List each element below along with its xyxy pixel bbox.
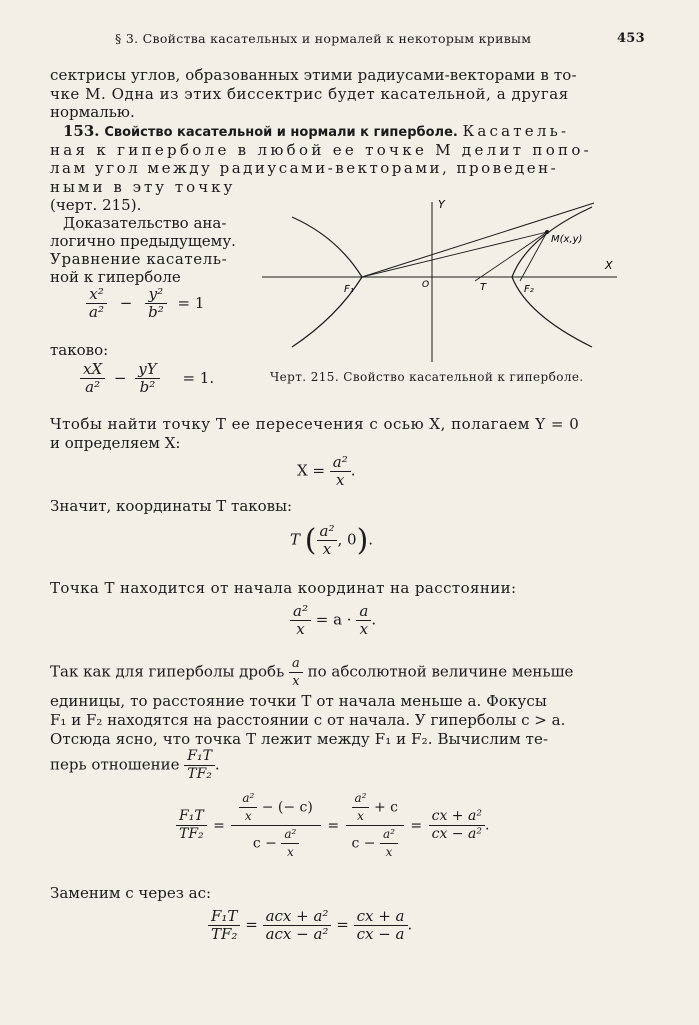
side-line2: логично предыдущему.: [50, 232, 236, 250]
big-lhs-num: F₁T: [176, 808, 207, 826]
since-line4: Отсюда ясно, что точка T лежит между F₁ и F₂. Вычислим те-: [50, 730, 549, 748]
section-heading: [63, 122, 569, 142]
f1-top-rest: − (− c): [261, 799, 313, 816]
tpoint-den: x: [322, 540, 332, 558]
ratio-num: F₁T: [184, 748, 215, 766]
final-rhs-num: cx + a: [354, 908, 408, 926]
label-o: O: [422, 280, 430, 290]
tan-rhs: = 1.: [182, 368, 215, 387]
f2-bot-c: c −: [351, 835, 376, 852]
xval-end: .: [350, 461, 356, 480]
f1-bot-c: c −: [252, 835, 277, 852]
big-lhs-den: TF₂: [179, 826, 204, 842]
big-frac2: [346, 790, 404, 861]
f1-bot-b: x: [286, 845, 294, 859]
para1-line2: чке М. Одна из этих биссектрис будет касательной, а другая: [50, 85, 569, 103]
tan-den2: b²: [139, 378, 156, 396]
hyp-den2: b²: [148, 303, 164, 321]
since-a: Так как для гиперболы дробь: [50, 662, 285, 681]
final-rhs-den: cx − a: [356, 925, 405, 943]
since-b: по абсолютной величине меньше: [307, 662, 574, 681]
replace-line: Заменим c через ac:: [50, 884, 212, 902]
hyp-minus: −: [119, 293, 133, 312]
final-lhs-num: F₁T: [208, 908, 240, 926]
label-f2: F₂: [524, 284, 534, 295]
point-m: [545, 230, 549, 234]
tan-num1: xX: [80, 361, 105, 379]
ratio-equation: $\frac{\text{F₁T}}{\text{TF₂}}$ = $\frac{\text{a²}}{x}$ − (− c) c − $\frac{\text{a²}}{x}$ = $\frac{\text{a²}}{x}$ + c c − $\frac{\text{a²}}{x}$ = $\frac{\text{cx + a²}}{\text{cx − a²}}$ .: [176, 790, 489, 861]
para1-line1: сектрисы углов, образованных этими радиусами-векторами в то-: [50, 66, 577, 84]
since-line2: единицы, то расстояние точки T от начала меньше a. Фокусы: [50, 692, 547, 710]
since-line3: F₁ и F₂ находятся на расстоянии c от начала. У гиперболы c > a.: [50, 711, 566, 729]
distance-equation: [290, 603, 376, 638]
label-f1: F₁: [344, 284, 354, 295]
since-frac-den: x: [292, 674, 300, 689]
tan-minus: −: [113, 368, 127, 387]
dist-end: .: [371, 610, 377, 629]
xval-den: x: [336, 471, 345, 489]
final-mid-num: acx + a²: [263, 908, 332, 926]
figure-ref: (черт. 215).: [50, 196, 142, 214]
label-m: M(x,y): [551, 234, 583, 245]
tpoint-rest: , 0: [337, 530, 357, 549]
dist-den1: x: [296, 620, 305, 638]
side-line4: ной к гиперболе: [50, 268, 181, 286]
header-title: § 3. Свойства касательных и нормалей к некоторым кривым: [115, 31, 532, 46]
f2-top-b: x: [357, 809, 364, 823]
tan-num2: yY: [135, 361, 159, 379]
left-branch: [292, 217, 362, 347]
f1-top-b: x: [244, 809, 252, 823]
ratio-end: .: [214, 755, 220, 774]
f2-bot-b: x: [385, 845, 393, 859]
radius-vector-f1: [362, 232, 547, 277]
final-mid-den: acx − a²: [265, 925, 329, 943]
dist-num2: a: [356, 603, 371, 621]
hyperbola-equation: [86, 286, 204, 321]
f1-bot-a: a²: [281, 826, 299, 844]
label-t: T: [480, 282, 487, 293]
final-lhs-den: TF₂: [211, 925, 238, 943]
since-l5-text: перь отношение: [50, 755, 180, 774]
find-line1: Чтобы найти точку T ее пересечения с осью X, полагаем Y = 0: [50, 415, 580, 433]
f2-top-rest: + c: [373, 799, 398, 816]
label-x: X: [605, 259, 613, 272]
coords-line: Значит, координаты T таковы:: [50, 497, 293, 515]
hyperbola-figure: [262, 197, 627, 372]
figure-caption: Черт. 215. Свойство касательной к гиперболе.: [270, 370, 584, 384]
takovo: таково:: [50, 341, 109, 359]
label-y: Y: [438, 198, 445, 211]
side-line1: Доказательство ана-: [63, 214, 227, 232]
final-end: .: [407, 915, 413, 934]
dist-num1: a²: [290, 603, 311, 621]
since-line1: [50, 655, 573, 690]
dist-mid: = a ·: [315, 610, 352, 629]
tangent-segment: [475, 232, 547, 281]
hyp-num2: y²: [145, 286, 167, 304]
hyp-num1: x²: [86, 286, 107, 304]
big-end: .: [484, 817, 490, 834]
tan-den1: a²: [85, 378, 101, 396]
section-number: 153.: [63, 122, 100, 140]
xval-num: a²: [330, 454, 351, 472]
dist-line: Точка T находится от начала координат на расстоянии:: [50, 579, 517, 597]
statement-line3: лам угол между радиусами-векторами, проведен-: [50, 159, 559, 177]
hyp-den1: a²: [89, 303, 104, 321]
since-line5: [50, 748, 220, 783]
f1-top-a: a²: [239, 790, 257, 808]
tpoint-num: a²: [317, 523, 338, 541]
f3-den: cx − a²: [431, 826, 482, 842]
find-line2: и определяем X:: [50, 434, 181, 452]
t-point: T ( $\frac{\text{a²}}{x}$ , 0).: [290, 522, 374, 558]
side-line3: Уравнение касатель-: [50, 250, 228, 268]
running-header: [115, 31, 645, 51]
x-value-equation: [297, 454, 356, 489]
hyp-rhs: = 1: [177, 293, 205, 312]
ratio-den: TF₂: [187, 766, 212, 782]
section-title: Свойство касательной и нормали к гиперболе.: [104, 125, 458, 140]
final-equation: $\frac{\text{F₁T}}{\text{TF₂}}$ = $\frac{\text{acx + a²}}{\text{acx − a²}}$ = $\frac{cx + a}{cx - a}$ .: [208, 908, 412, 943]
statement-line4: ными в эту точку: [50, 178, 236, 196]
tpoint-label: T: [290, 530, 301, 549]
statement-line2: ная к гиперболе в любой ее точке М делит попо-: [50, 141, 593, 159]
big-frac1: [231, 790, 321, 861]
statement-line1: Касатель-: [462, 122, 570, 140]
page-number: 453: [616, 31, 645, 46]
f2-top-a: a²: [352, 790, 370, 808]
since-frac-num: a: [289, 655, 303, 673]
f2-bot-a: a²: [380, 826, 398, 844]
para1-line3: нормалью.: [50, 103, 135, 121]
xval-lhs: X =: [297, 461, 326, 480]
f3-num: cx + a²: [429, 808, 485, 826]
tangent-equation: [80, 361, 214, 396]
dist-den2: x: [359, 620, 369, 638]
